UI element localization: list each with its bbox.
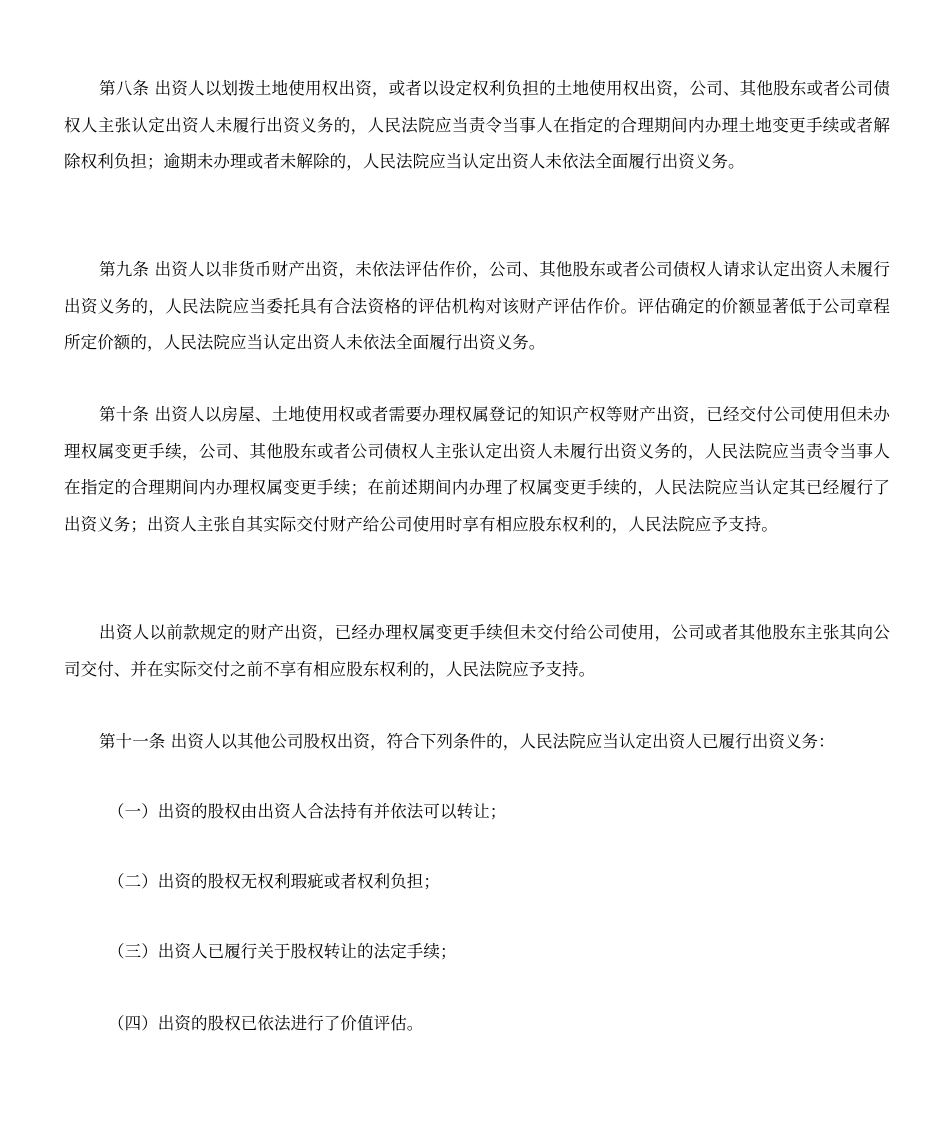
article-9-paragraph: 第九条 出资人以非货币财产出资，未依法评估作价，公司、其他股东或者公司债权人请求认定出资人未履行出资义务的，人民法院应当委托具有合法资格的评估机构对该财产评估作价。评估确定的价额显著低于公司章程所定价额的，人民法院应当认定出资人未依法全面履行出资义务。 xyxy=(64,260,890,353)
article-8-paragraph: 第八条 出资人以划拨土地使用权出资，或者以设定权利负担的土地使用权出资，公司、其他股东或者公司债权人主张认定出资人未履行出资义务的，人民法院应当责令当事人在指定的合理期间内办理土地变更手续或者解除权利负担；逾期未办理或者未解除的，人民法院应当认定出资人未依法全面履行出资义务。 xyxy=(64,79,890,172)
article-11-paragraph: 第十一条 出资人以其他公司股权出资，符合下列条件的，人民法院应当认定出资人已履行出资义务： xyxy=(99,732,835,751)
article-11-condition-4: （四）出资的股权已依法进行了价值评估。 xyxy=(108,1014,424,1033)
article-11-condition-3: （三）出资人已履行关于股权转让的法定手续； xyxy=(108,942,457,961)
article-11-condition-2: （二）出资的股权无权利瑕疵或者权利负担； xyxy=(108,872,440,891)
article-10-second-paragraph: 出资人以前款规定的财产出资，已经办理权属变更手续但未交付给公司使用，公司或者其他股东主张其向公司交付、并在实际交付之前不享有相应股东权利的，人民法院应予支持。 xyxy=(64,623,890,679)
article-11-condition-1: （一）出资的股权由出资人合法持有并依法可以转让； xyxy=(108,802,507,821)
article-10-paragraph: 第十条 出资人以房屋、土地使用权或者需要办理权属登记的知识产权等财产出资，已经交付公司使用但未办理权属变更手续，公司、其他股东或者公司债权人主张认定出资人未履行出资义务的，人民法院应当责令当事人在指定的合理期间内办理权属变更手续；在前述期间内办理了权属变更手续的，人民法院应当认定其已经履行了出资义务；出资人主张自其实际交付财产给公司使用时享有相应股东权利的，人民法院应予支持。 xyxy=(64,405,890,534)
